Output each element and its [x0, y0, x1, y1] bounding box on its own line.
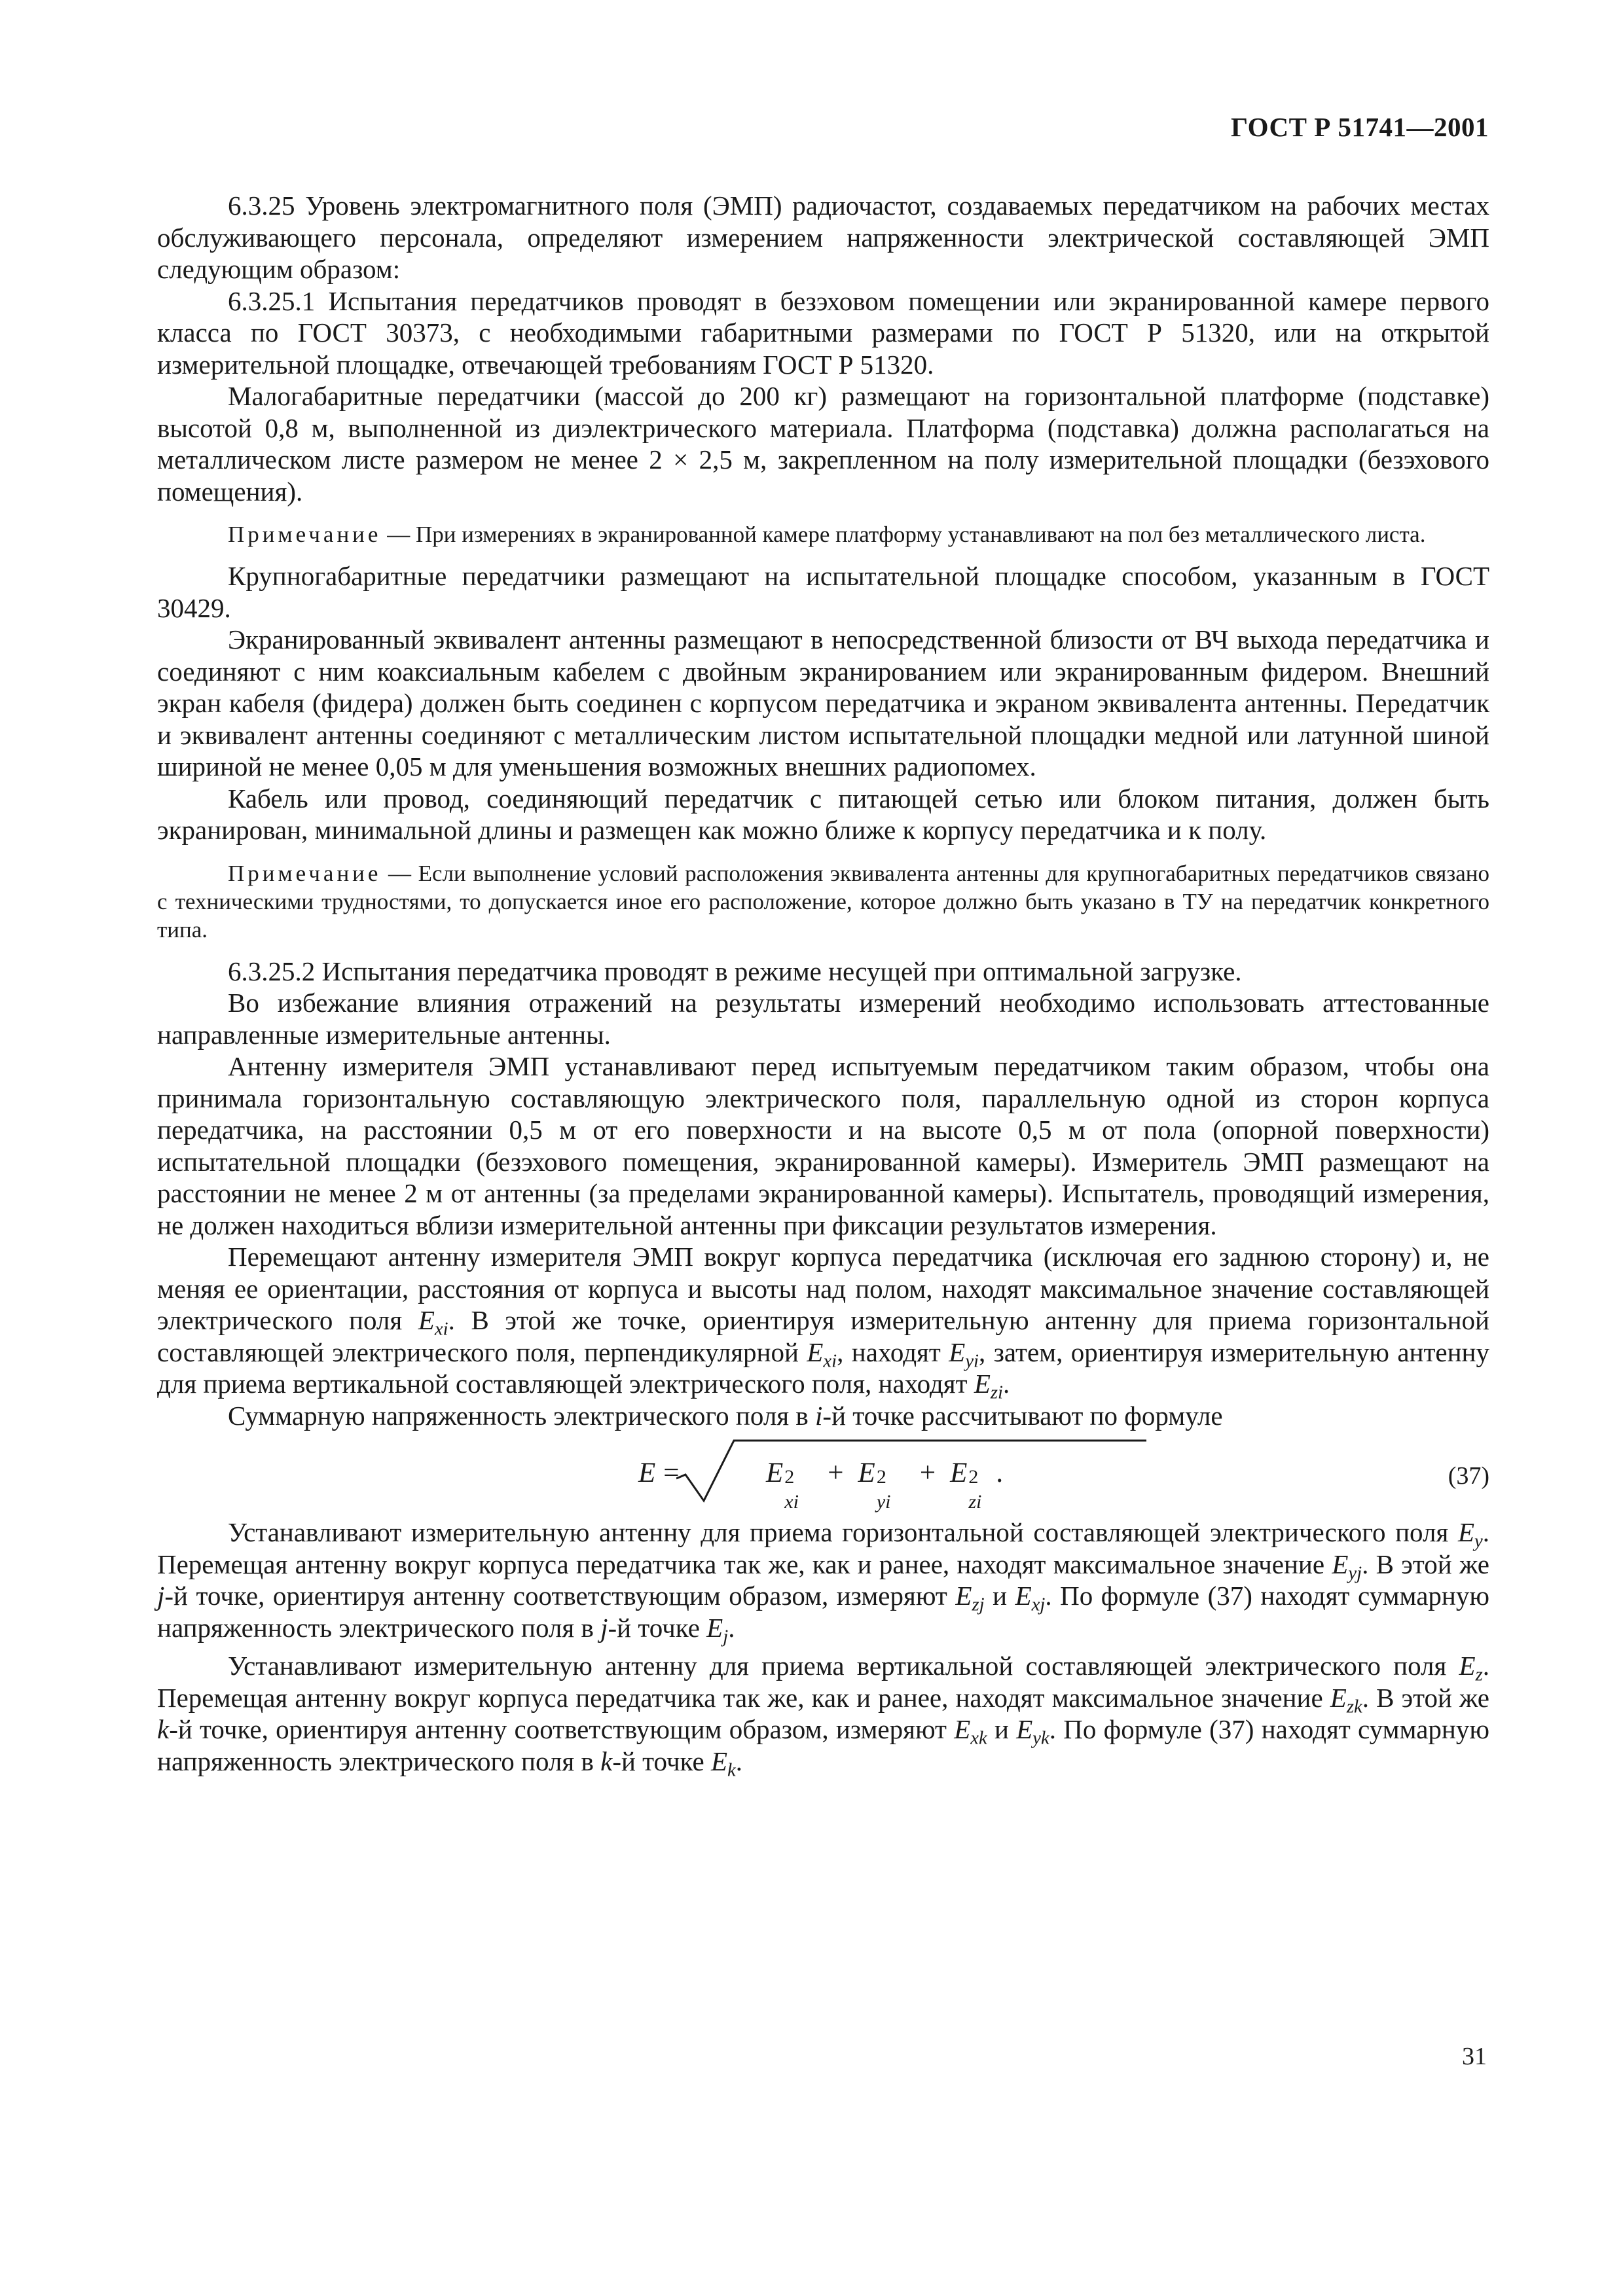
document-code: ГОСТ Р 51741—2001: [1231, 112, 1489, 142]
note-text: — При измерениях в экранированной камере платформу устанавливают на пол без металлического листа.: [381, 522, 1426, 547]
paragraph-horizontal-component: Устанавливают измерительную антенну для приема горизонтальной составляющей электрического поля $E_y$. Перемещая антенну вокруг корпуса передатчика так же, как и ранее, находят максимальное значение $E_{yj}$. В этой же j-й точке, ориентируя антенну соответствующим образом, измеряют $E_{zj}$ и $E_{xj}$. По формуле (37) находят суммарную напряженность электрического поля в j-й точке $E_j$.: [157, 1517, 1489, 1647]
formula-number: (37): [1448, 1462, 1489, 1490]
paragraph-vertical-component: Устанавливают измерительную антенну для приема вертикальной составляющей электрического поля $E_z$. Перемещая антенну вокруг корпуса передатчика так же, как и ранее, находят максимальное значение $E_{zk}$. В этой же k-й точке, ориентируя антенну соответствующим образом, измеряют $E_{xk}$ и $E_{yk}$. По формуле (37) находят суммарную напряженность электрического поля в k-й точке $E_k$.: [157, 1651, 1490, 1781]
paragraph-small-transmitters: Малогабаритные передатчики (массой до 200 кг) размещают на горизонтальной платформе (подставке) высотой 0,8 м, выполненной из диэлектрического материала. Платформа (подставка) должна располагаться на металлическом листе размером не менее 2 × 2,5 м, закрепленном на полу измерительной площадки (безэхового помещения).: [157, 381, 1489, 507]
paragraph-total-field: Суммарную напряженность электрического поля в i-й точке рассчитывают по формуле: [228, 1400, 1223, 1431]
paragraph-6-3-25-2: 6.3.25.2 Испытания передатчика проводят в режиме несущей при оптимальной загрузке.: [228, 956, 1242, 986]
document-body: [157, 190, 1490, 1781]
paragraph-6-3-25-1: 6.3.25.1 Испытания передатчиков проводят в безэховом помещении или экранированной камере первого класса по ГОСТ 30373, с необходимыми габаритными размерами по ГОСТ Р 51320, или на открытой измерительной площадке, отвечающей требованиям ГОСТ Р 51320.: [157, 285, 1489, 380]
note-2: [157, 859, 1489, 944]
paragraph-large-transmitters: Крупногабаритные передатчики размещают на испытательной площадке способом, указанным в ГОСТ 30429.: [157, 561, 1489, 623]
paragraph-reflections: Во избежание влияния отражений на результаты измерений необходимо использовать аттестованные направленные измерительные антенны.: [157, 988, 1489, 1050]
paragraph-antenna-setup: Антенну измерителя ЭМП устанавливают перед испытуемым передатчиком таким образом, чтобы она принимала горизонтальную составляющую электрического поля, параллельную одной из сторон корпуса передатчика, на расстоянии 0,5 м от его поверхности и на высоте 0,5 м от пола (опорной поверхности) испытательной площадки (безэхового помещения, экранированной камеры). Измеритель ЭМП размещают на расстоянии не менее 2 м от антенны (за пределами экранированной камеры). Испытатель, проводящий измерения, не должен находиться вблизи измерительной антенны при фиксации результатов измерения.: [157, 1051, 1489, 1240]
note-text: — Если выполнение условий расположения эквивалента антенны для крупногабаритных передатчиков связано с техническими трудностями, то допускается иное его расположение, которое должно быть указано в ТУ на передатчик конкретного типа.: [157, 860, 1489, 942]
paragraph-move-antenna: Перемещают антенну измерителя ЭМП вокруг корпуса передатчика (исключая его заднюю сторону) и, не меняя ее ориентации, расстояния от корпуса и высоты над полом, находят максимальное значение составляющей электрического поля $E_{xi}$. В этой же точке, ориентируя измерительную антенну для приема горизонтальной составляющей электрического поля, перпендикулярной $E_{xi}$, находят $E_{yi}$, затем, ориентируя измерительную антенну для приема вертикальной составляющей электрического поля, находят $E_{zi}$.: [157, 1242, 1489, 1403]
formula-radicand: E 2 xi + E 2 yi + E 2 zi .: [766, 1458, 1004, 1513]
note-label: Примечание: [228, 860, 382, 886]
paragraph-antenna-equivalent: Экранированный эквивалент антенны размещают в непосредственной близости от ВЧ выхода передатчика и соединяют с ним коаксиальным кабелем с двойным экранированием или экранированным фидером. Внешний экран кабеля (фидера) должен быть соединен с корпусом передатчика и экраном эквивалента антенны. Передатчик и эквивалент антенны соединяют с металлическим листом испытательной площадки медной или латунной шиной шириной не менее 0,05 м для уменьшения возможных внешних радиопомех.: [157, 624, 1489, 781]
paragraph-cable: Кабель или провод, соединяющий передатчик с питающей сетью или блоком питания, должен быть экранирован, минимальной длины и размещен как можно ближе к корпусу передатчика и к полу.: [157, 783, 1489, 845]
note-label: Примечание: [228, 522, 382, 547]
note-1: [157, 520, 1489, 548]
page-number: 31: [1462, 2043, 1487, 2070]
paragraph-6-3-25: 6.3.25 Уровень электромагнитного поля (ЭМП) радиочастот, создаваемых передатчиком на рабочих местах обслуживающего персонала, определяют измерением напряженности электрической составляющей ЭМП следующим образом:: [157, 190, 1489, 284]
formula-lhs: E =: [638, 1458, 680, 1488]
formula-37: [157, 1434, 1489, 1513]
